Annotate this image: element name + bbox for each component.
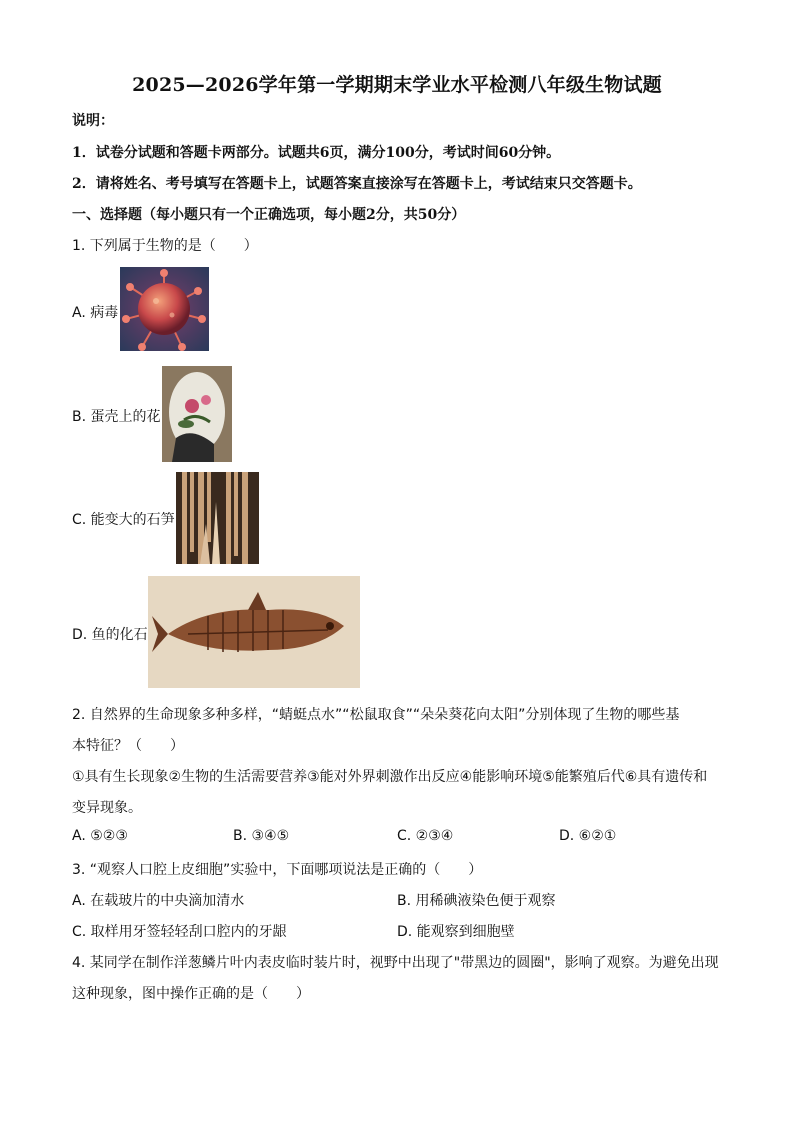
q2-option-a: A. ⑤②③ bbox=[72, 828, 128, 844]
q1-stem: 1. 下列属于生物的是（ ） bbox=[72, 238, 258, 254]
q3-option-d: D. 能观察到细胞壁 bbox=[397, 924, 515, 940]
stalagmite-image bbox=[176, 472, 259, 564]
notes-heading: 说明： bbox=[72, 113, 114, 129]
q2-option-b: B. ③④⑤ bbox=[233, 828, 290, 844]
q2-option-d: D. ⑥②① bbox=[559, 828, 617, 844]
exam-title: 2025—2026学年第一学期期末学业水平检测八年级生物试题 bbox=[132, 74, 662, 96]
q1-option-b: B. 蛋壳上的花 bbox=[72, 409, 161, 425]
note-item-2: 2．请将姓名、考号填写在答题卡上，试题答案直接涂写在答题卡上，考试结束只交答题卡。 bbox=[72, 176, 642, 192]
note-item-1: 1．试卷分试题和答题卡两部分。试题共6页，满分100分，考试时间60分钟。 bbox=[72, 145, 561, 161]
fish-fossil-illustration bbox=[148, 576, 360, 688]
virus-illustration bbox=[120, 267, 209, 351]
q3-option-a: A. 在载玻片的中央滴加清水 bbox=[72, 893, 245, 909]
q4-stem-line-1: 4. 某同学在制作洋葱鳞片叶内表皮临时装片时，视野中出现了"带黑边的圆圈"，影响了观察。为避免出现 bbox=[72, 955, 719, 971]
stalagmite-illustration bbox=[176, 472, 259, 564]
q2-option-c: C. ②③④ bbox=[397, 828, 454, 844]
q2-list-line-1: ①具有生长现象②生物的生活需要营养③能对外界刺激作出反应④能影响环境⑤能繁殖后代⑥具有遗传和 bbox=[72, 769, 708, 785]
fish-fossil-image bbox=[148, 576, 360, 688]
q2-list-line-2: 变异现象。 bbox=[72, 800, 142, 816]
q1-option-d: D. 鱼的化石 bbox=[72, 627, 148, 643]
virus-image bbox=[120, 267, 209, 351]
q4-stem-line-2: 这种现象，图中操作正确的是（ ） bbox=[72, 986, 310, 1002]
q2-stem-line-2: 本特征？（ ） bbox=[72, 738, 184, 754]
q2-stem-line-1: 2. 自然界的生命现象多种多样，“蜻蜓点水”“松鼠取食”“朵朵葵花向太阳”分别体现了生物的哪些基 bbox=[72, 707, 680, 723]
painted-eggshell-image bbox=[162, 366, 232, 462]
eggshell-illustration bbox=[162, 366, 232, 462]
q3-option-b: B. 用稀碘液染色便于观察 bbox=[397, 893, 556, 909]
q1-option-c: C. 能变大的石笋 bbox=[72, 512, 175, 528]
section-heading: 一、选择题（每小题只有一个正确选项，每小题2分，共50分） bbox=[72, 207, 466, 223]
q3-option-c: C. 取样用牙签轻轻刮口腔内的牙龈 bbox=[72, 924, 287, 940]
q3-stem: 3. “观察人口腔上皮细胞”实验中，下面哪项说法是正确的（ ） bbox=[72, 862, 483, 878]
q1-option-a: A. 病毒 bbox=[72, 305, 119, 321]
